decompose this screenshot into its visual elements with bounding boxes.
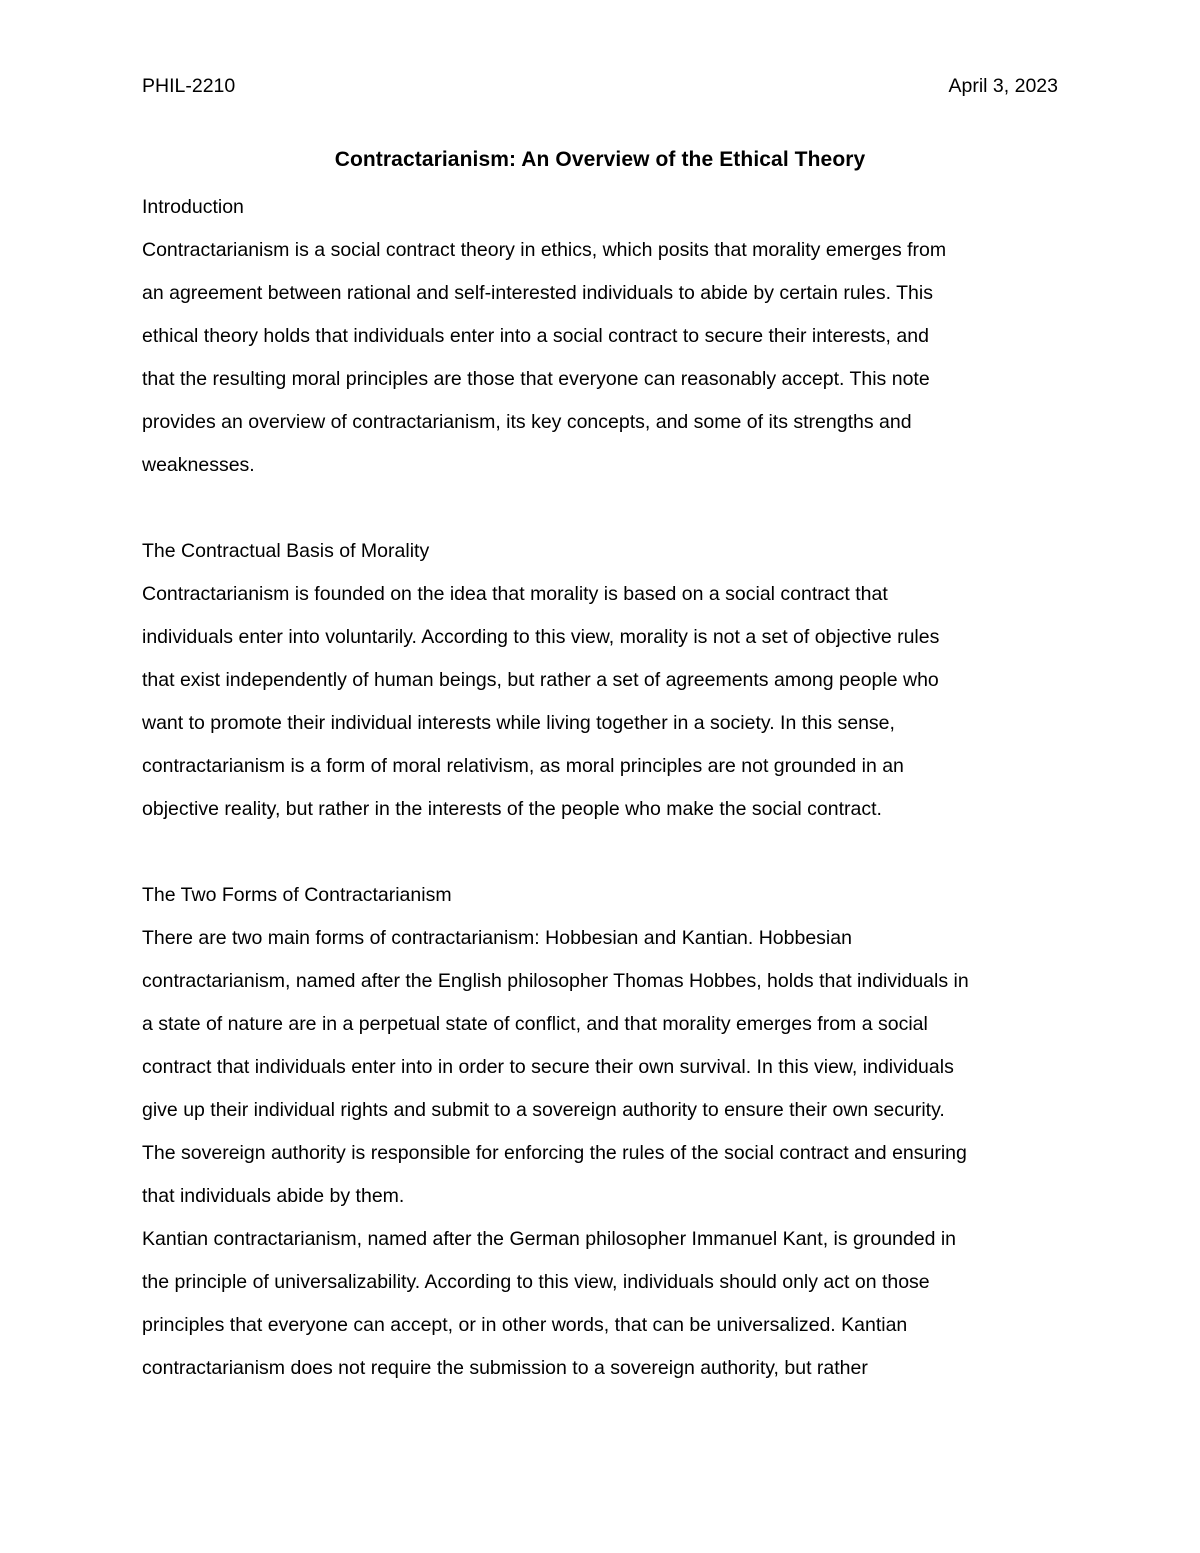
paragraph-line: contractarianism is a form of moral relativism, as moral principles are not grounded in an <box>142 755 904 777</box>
section-introduction <box>142 186 1072 487</box>
blank-line <box>142 831 1072 874</box>
paragraph-line: contractarianism, named after the English philosopher Thomas Hobbes, holds that individuals in <box>142 970 969 992</box>
paragraph-line: contract that individuals enter into in order to secure their own survival. In this view, individuals <box>142 1056 954 1078</box>
section-contractual-basis <box>142 530 1072 831</box>
paragraph-line: that exist independently of human beings, but rather a set of agreements among people who <box>142 669 939 691</box>
paragraph <box>142 917 1072 1218</box>
paragraph-line: The sovereign authority is responsible for enforcing the rules of the social contract and ensuring <box>142 1142 967 1164</box>
section-heading: The Contractual Basis of Morality <box>142 540 430 562</box>
paragraph-line: principles that everyone can accept, or in other words, that can be universalized. Kantian <box>142 1314 908 1336</box>
page-header <box>142 72 1058 100</box>
paragraph-line: individuals enter into voluntarily. According to this view, morality is not a set of objective rules <box>142 626 940 648</box>
paragraph <box>142 573 1072 831</box>
document-title: Contractarianism: An Overview of the Ethical Theory <box>334 148 866 171</box>
paragraph-line: want to promote their individual interests while living together in a society. In this sense, <box>142 712 895 734</box>
paragraph-line: provides an overview of contractarianism, its key concepts, and some of its strengths and <box>142 411 912 433</box>
paragraph-line: an agreement between rational and self-interested individuals to abide by certain rules. This <box>142 282 933 304</box>
document-body <box>142 186 1072 1390</box>
paragraph-line: contractarianism does not require the submission to a sovereign authority, but rather <box>142 1357 868 1379</box>
course-code: PHIL-2210 <box>142 75 236 97</box>
paragraph-line: that individuals abide by them. <box>142 1185 405 1207</box>
section-two-forms <box>142 874 1072 1390</box>
paragraph-line: Kantian contractarianism, named after the German philosopher Immanuel Kant, is grounded in <box>142 1228 957 1250</box>
paragraph-line: give up their individual rights and submit to a sovereign authority to ensure their own security. <box>142 1099 945 1121</box>
paragraph-line: Contractarianism is a social contract theory in ethics, which posits that morality emerges from <box>142 239 947 261</box>
paragraph-line: that the resulting moral principles are those that everyone can reasonably accept. This note <box>142 368 930 390</box>
paragraph-line: weaknesses. <box>142 454 255 476</box>
paragraph-line: ethical theory holds that individuals enter into a social contract to secure their interests, and <box>142 325 929 347</box>
paragraph-line: Contractarianism is founded on the idea that morality is based on a social contract that <box>142 583 888 605</box>
blank-line <box>142 487 1072 530</box>
paragraph-line: There are two main forms of contractarianism: Hobbesian and Kantian. Hobbesian <box>142 927 852 949</box>
paragraph-line: a state of nature are in a perpetual state of conflict, and that morality emerges from a social <box>142 1013 928 1035</box>
paragraph <box>142 1218 1072 1390</box>
paragraph-line: the principle of universalizability. According to this view, individuals should only act on those <box>142 1271 930 1293</box>
document-date: April 3, 2023 <box>948 75 1058 97</box>
section-heading: Introduction <box>142 196 244 218</box>
section-heading: The Two Forms of Contractarianism <box>142 884 452 906</box>
paragraph <box>142 229 1072 487</box>
paragraph-line: objective reality, but rather in the interests of the people who make the social contract. <box>142 798 882 820</box>
